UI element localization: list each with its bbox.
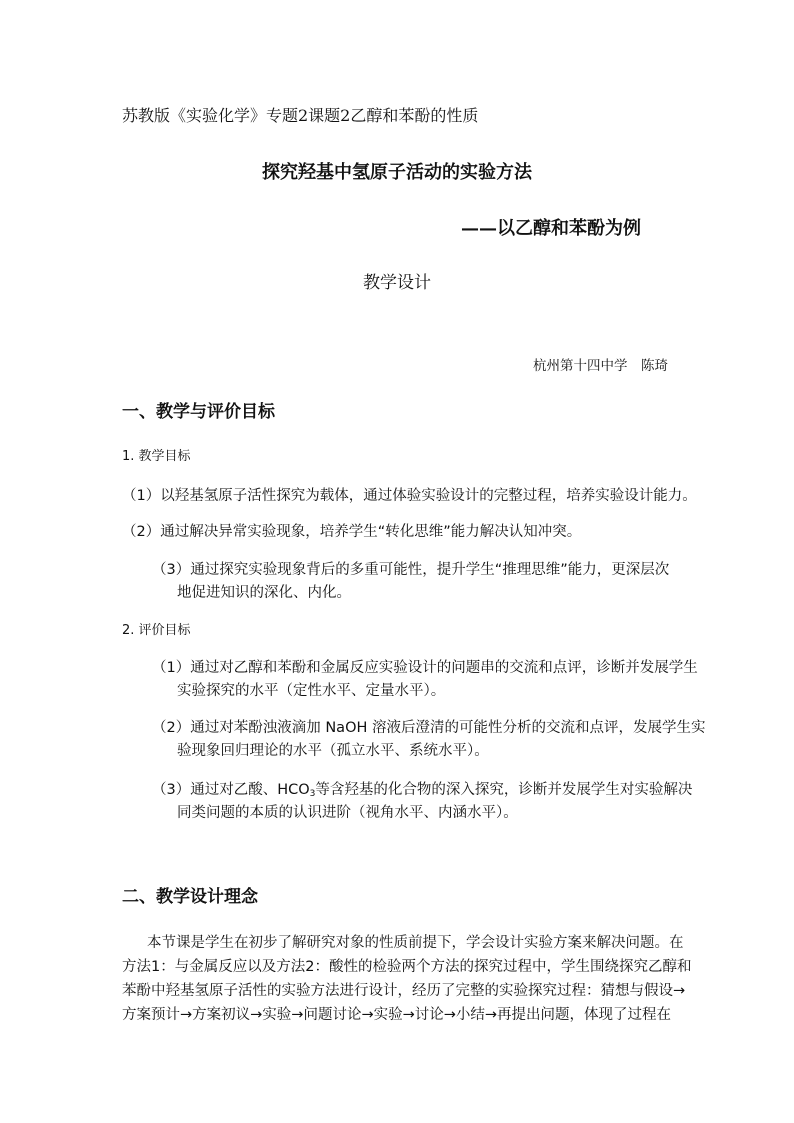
paragraph-line: 方法1：与金属反应以及方法2：酸性的检验两个方法的探究过程中，学生围绕探究乙醇和 [122,959,692,975]
document-title: 探究羟基中氢原子活动的实验方法 [262,162,532,183]
teaching-goals-label: 1. 教学目标 [122,449,191,464]
evaluation-goal-item: （2）通过对苯酚浊液滴加 NaOH 溶液后澄清的可能性分析的交流和点评，发展学生实 [152,720,706,736]
author-line: 杭州第十四中学 陈琦 [533,358,668,374]
eval-3-prefix: （3）通过对乙酸、HCO [152,782,310,798]
teaching-goal-item: （3）通过探究实验现象背后的多重可能性，提升学生“推理思维”能力，更深层次 [152,562,670,578]
section-heading-goals: 一、教学与评价目标 [122,402,275,422]
evaluation-goal-item [152,780,692,804]
evaluation-goal-item: （1）通过对乙醇和苯酚和金属反应实验设计的问题串的交流和点评，诊断并发展学生 [152,660,698,676]
evaluation-goal-item-continued: 同类问题的本质的认识进阶（视角水平、内涵水平）。 [177,805,518,821]
section-heading-concept: 二、教学设计理念 [122,887,258,907]
evaluation-goal-item-continued: 实验探究的水平（定性水平、定量水平）。 [177,683,446,699]
document-subtitle: ——以乙醇和苯酚为例 [461,218,641,239]
paragraph-line: 本节课是学生在初步了解研究对象的性质前提下，学会设计实验方案来解决问题。在 [147,935,684,951]
evaluation-goals-label: 2. 评价目标 [122,623,191,638]
course-line: 苏教版《实验化学》专题2课题2乙醇和苯酚的性质 [122,106,479,125]
teaching-goal-item: （2）通过解决异常实验现象，培养学生“转化思维”能力解决认知冲突。 [122,524,582,540]
document-type: 教学设计 [363,273,431,293]
eval-3-subscript: 3 [309,789,316,799]
paragraph-line: 苯酚中羟基氢原子活性的实验方法进行设计，经历了完整的实验探究过程：猜想与假设→ [122,983,686,999]
paragraph-line: 方案预计→方案初议→实验→问题讨论→实验→讨论→小结→再提出问题，体现了过程在 [122,1007,672,1023]
eval-3-suffix: 等含羟基的化合物的深入探究，诊断并发展学生对实验解决 [315,782,693,798]
teaching-goal-item-continued: 地促进知识的深化、内化。 [177,585,351,601]
evaluation-goal-item-continued: 验现象回归理论的水平（孤立水平、系统水平）。 [177,743,489,759]
teaching-goal-item: （1）以羟基氢原子活性探究为载体，通过体验实验设计的完整过程，培养实验设计能力。 [122,488,697,504]
